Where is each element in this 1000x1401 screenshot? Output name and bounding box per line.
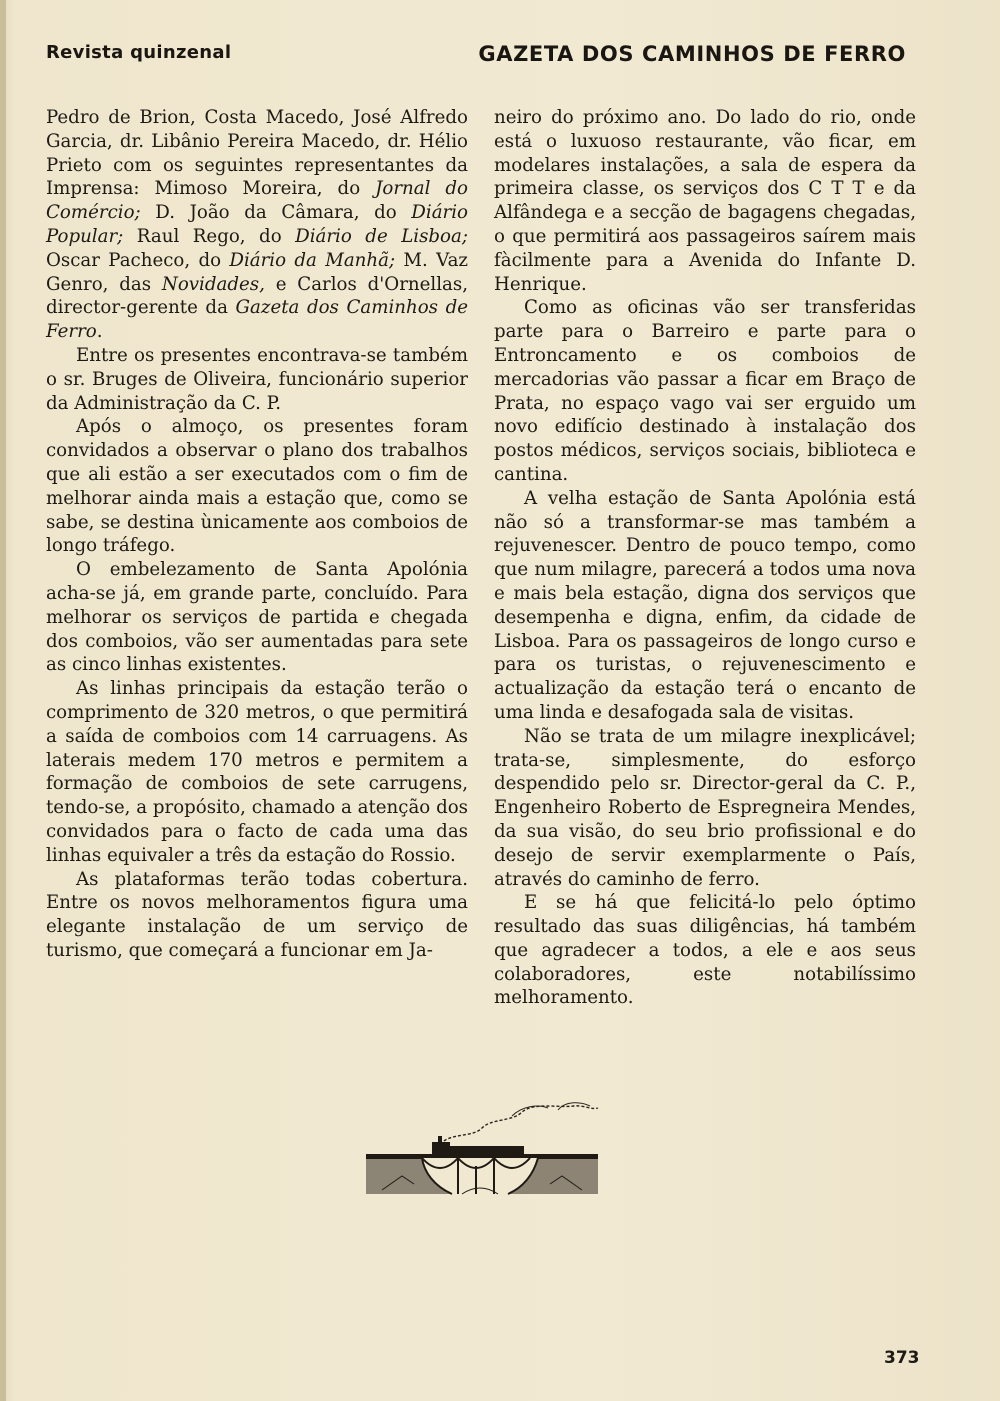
running-head-left: Revista quinzenal xyxy=(46,42,232,63)
paragraph-11: E se há que felicitá-lo pelo óptimo resultado das suas diligências, há também que agradecer a todos, a ele e aos seus colaboradores, este notabilíssimo melhoramento. xyxy=(494,892,916,1009)
text-run: Pedro de Brion, Costa Macedo, José Alfredo Garcia, dr. Libânio Pereira Macedo, dr. Hélio Prieto com os seguintes representantes da Imprensa: Mimoso Moreira, do xyxy=(46,107,468,200)
text-run: e Carlos d'Ornellas, director-gerente da xyxy=(46,273,468,319)
right-column xyxy=(494,106,916,1010)
running-head-right: GAZETA DOS CAMINHOS DE FERRO xyxy=(478,42,906,66)
page-number: 373 xyxy=(884,1348,920,1368)
paragraph-9: A velha estação de Santa Apolónia está não só a transformar-se mas também a rejuvenescer. Dentro de pouco tempo, como que num milagre, parecerá a todos uma nova e mais bela estação, digna dos serviços que desempenha e digna, enfim, da cidade de Lisboa. Para os passageiros de longo curso e para os turistas, o rejuvenescimento e actualização da estação terá o encanto de uma linda e desafogada sala de visitas. xyxy=(494,487,916,723)
publication-title: Diário da Manhã; xyxy=(229,249,396,271)
paragraph-5: As linhas principais da estação terão o comprimento de 320 metros, o que permitirá a saída de comboios com 14 carruagens. As laterais medem 170 metros e permitem a formação de comboios de sete carrugens, tendo-se, a propósito, chamado a atenção dos convidados para o facto de cada uma das linhas equivaler a três da estação do Rossio. xyxy=(46,678,468,866)
text-run: M. Vaz Genro, das xyxy=(46,249,469,295)
binding-edge xyxy=(0,0,6,1401)
paragraph-2: Entre os presentes encontrava-se também o sr. Bruges de Oliveira, funcionário superior da Administração da C. P. xyxy=(46,344,468,414)
publication-title: Diário Popular; xyxy=(46,202,468,247)
text-run: D. João da Câmara, do xyxy=(140,202,412,224)
text-run: . xyxy=(96,321,103,343)
paragraph-4: O embelezamento de Santa Apolónia acha-se já, em grande parte, concluído. Para melhorar os serviços de partida e chegada dos comboios, vão ser aumentadas para sete as cinco linhas existentes. xyxy=(46,559,468,676)
paragraph-10: Não se trata de um milagre inexplicável; trata-se, simplesmente, do esforço despendido pelo sr. Director-geral da C. P., Engenheiro Roberto de Espregneira Mendes, da sua visão, do seu brio profissional e do desejo de servir exemplarmente o País, através do caminho de ferro. xyxy=(494,725,916,890)
paragraph-8: Como as oficinas vão ser transferidas parte para o Barreiro e parte para o Entroncamento e os comboios de mercadorias vão passar a ficar em Braço de Prata, no espaço vago vai ser erguido um novo edifício destinado à instalação dos postos médicos, serviços sociais, biblioteca e cantina. xyxy=(494,297,916,485)
train-on-bridge-vignette xyxy=(362,1092,602,1196)
publication-title: Novidades, xyxy=(161,273,265,295)
paragraph-7: neiro do próximo ano. Do lado do rio, onde está o luxuoso restaurante, vão ficar, em modelares instalações, a sala de espera da primeira classe, os serviços dos C T T e da Alfândega e a secção de bagagens chegadas, o que permitirá aos passageiros saírem mais fàcilmente para a Avenida do Infante D. Henrique. xyxy=(494,107,916,295)
paragraph-1 xyxy=(46,106,468,344)
text-run: Raul Rego, do xyxy=(123,225,296,247)
paragraph-3: Após o almoço, os presentes foram convidados a observar o plano dos trabalhos que ali estão a ser executados com o fim de melhorar ainda mais a estação que, como se sabe, se destina ùnicamente aos comboios de longo tráfego. xyxy=(46,416,468,557)
publication-title: Gazeta dos Caminhos de Ferro xyxy=(46,297,469,343)
publication-title: Jornal do Comércio; xyxy=(46,178,468,224)
text-run: Oscar Pacheco, do xyxy=(46,249,230,271)
publication-title: Diário de Lisboa; xyxy=(295,225,468,247)
paragraph-6: As plataformas terão todas cobertura. Entre os novos melhoramentos figura uma elegante instalação de um serviço de turismo, que começará a funcionar em Ja- xyxy=(46,868,468,961)
left-column xyxy=(46,106,468,963)
